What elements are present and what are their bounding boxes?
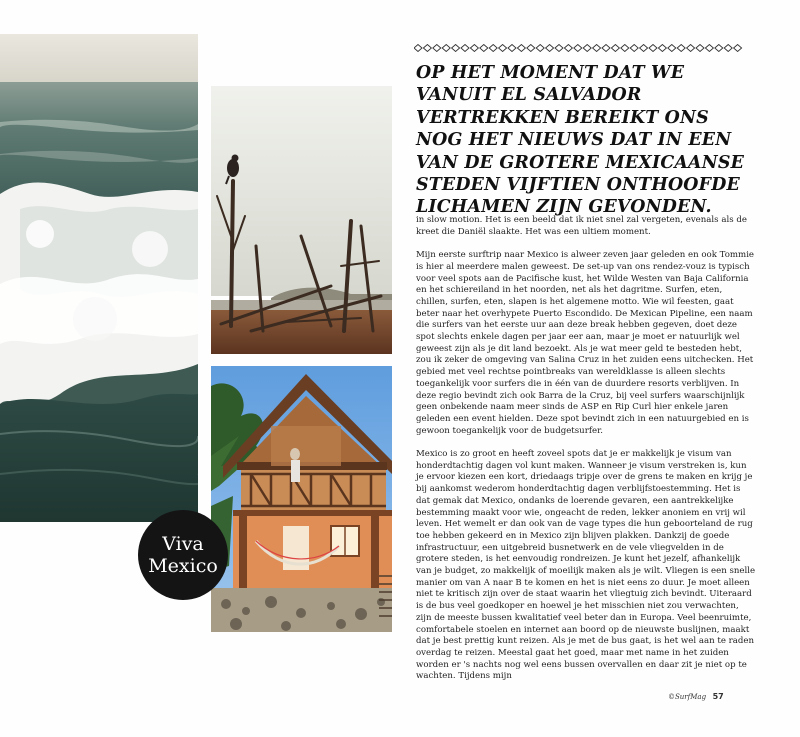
wave-photo (0, 34, 198, 522)
diamond-divider-icon (414, 44, 744, 52)
badge-line-2: Mexico (148, 555, 218, 577)
badge-line-1: Viva (162, 533, 204, 555)
body-paragraph-2: Mijn eerste surftrip naar Mexico is alweer zeven jaar geleden en ook Tommie is hier al meerdere malen geweest. De set-up van ons rendez-vouz is typisch voor veel spots aan de Pacifische kust, het Wilde Westen van Baja California en het schiereiland in het noorden, net als het dagritme. Surfen, eten, chillen, surfen, eten, slapen is het algemene motto. Wie wil feesten, gaat beter naar het overhypete Puerto Escondido. De Mexican Pipeline, een naam die surfers van het eerste uur aan deze break hebben gegeven, doet deze spot slechts enkele dagen per jaar eer aan, maar je moet er natuurlijk wel geweest zijn als je dit land bezoekt. Als je wat meer geld te besteden hebt, zou ik zeker de omgeving van Salina Cruz in het zuiden eens uitchecken. Het gebied met veel rechtse pointbreaks van wereldklasse is alleen slechts toegankelijk voor surfers die in één van de duurdere resorts verblijven. In deze regio bevindt zich ook Barra de la Cruz, bij veel surfers waarschijnlijk geen onbekende naam meer sinds de ASP en Rip Curl hier enkele jaren geleden een event hielden. Deze spot bevindt zich in een natuurgebied en is gewoon toegankelijk voor de budgetsurfer. (416, 250, 755, 436)
article-headline: OP HET MOMENT DAT WE VANUIT EL SALVADOR VERTREKKEN BEREIKT ONS NOG HET NIEUWS DAT IN EEN VAN DE GROTERE MEXICAANSE STEDEN VIJFTIEN ONTHOOFDE LICHAMEN ZIJN GEVONDEN. (416, 63, 745, 218)
beach-hut-photo (211, 366, 392, 632)
magazine-brand: ©SurfMag (668, 693, 707, 701)
body-paragraph-3: Mexico is zo groot en heeft zoveel spots dat je er makkelijk je visum van honderdtachtig dagen vol kunt maken. Wanneer je visum verstreken is, kun je ervoor kiezen een kort, driedaags tripje over de grens te maken en krijg je bij aankomst wederom honderdtachtig dagen verblijfstoestemming. Het is dat gemak dat Mexico, ondanks de loerende gevaren, een aantrekkelijke bestemming maakt voor wie, ongeacht de reden, lekker anoniem en vrij wil leven. Het wemelt er dan ook van de vage types die hun geboorteland de rug toe hebben gekeerd en in Mexico zijn blijven plakken. Dankzij de goede infrastructuur, een uitgebreid busnetwerk en de vele vliegvelden in de grotere steden, is het eenvoudig rondreizen. Je kunt het jezelf, afhankelijk van je budget, zo makkelijk of moeilijk maken als je wilt. Vliegen is een snelle manier om van A naar B te komen en het is niet eens zo duur. Je moet alleen niet te kritisch zijn over de staat waarin het vliegtuig zich bevindt. Uiteraard is de bus veel goedkoper en hoewel je het misschien niet zou verwachten, zijn de meeste bussen kwalitatief veel beter dan in Europa. Veel beenruimte, comfortabele stoelen en internet aan boord op de nieuwste buslijnen, maakt dat je best prettig kunt reizen. Als je met de bus gaat, is het wel aan te raden overdag te reizen. Meestal gaat het goed, maar met name in het zuiden worden er 's nachts nog wel eens bussen overvallen en daar zit je niet op te wachten. Tijdens mijn (416, 449, 756, 682)
viva-mexico-badge (138, 510, 228, 600)
page-number: 57 (712, 692, 724, 701)
page-footer (668, 692, 724, 701)
driftwood-photo (211, 86, 392, 354)
article-body (416, 215, 756, 695)
body-paragraph-1: in slow motion. Het is een beeld dat ik niet snel zal vergeten, evenals als de kreet die Daniël slaakte. Het was een ultiem moment. (416, 215, 747, 237)
